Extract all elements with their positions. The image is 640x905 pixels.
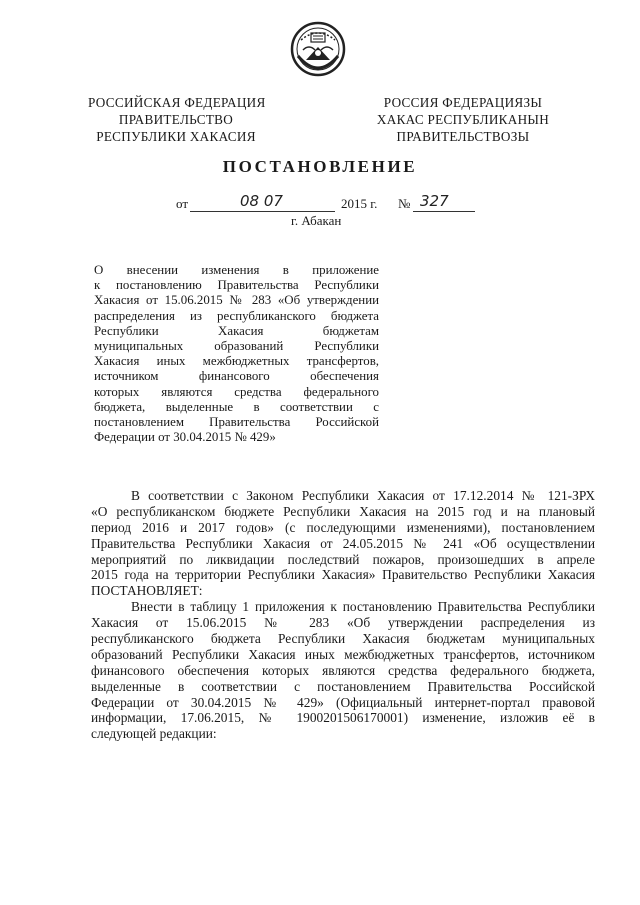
coat-of-arms-emblem: [289, 20, 347, 78]
date-prefix: от: [176, 196, 189, 211]
year-label: 2015 г.: [341, 196, 378, 211]
city-label: г. Абакан: [291, 213, 342, 228]
body-line: мероприятий по ликвидации последствий пожаров, произошедших в апреле: [91, 551, 595, 567]
subject-line: Хакасия от 15.06.2015 № 283 «Об утверждении: [94, 293, 379, 308]
body-line: В соответствии с Законом Республики Хакасия от 17.12.2014 № 121-ЗРХ: [131, 488, 595, 503]
body-line: Федерации от 30.04.2015 № 429» (Официальный интернет-портал правовой: [91, 694, 595, 710]
body-line: финансового обеспечения которых являются средства федерального бюджета,: [91, 662, 595, 678]
subject-line: постановлением Правительства Российской: [94, 414, 379, 429]
body-line: «О республиканском бюджете Республики Хакасия на 2015 год и на плановый: [91, 503, 595, 519]
body-line: следующей редакции:: [91, 726, 217, 742]
body-line: Правительства Республики Хакасия от 24.05.2015 № 241 «Об осуществлении: [91, 535, 595, 551]
header-right-block: [373, 94, 553, 145]
subject-line: источником финансового обеспечения: [94, 369, 379, 384]
subject-line: к постановлению Правительства Республики: [94, 278, 379, 293]
handwritten-number: 327: [420, 192, 449, 210]
subject-line: Федерации от 30.04.2015 № 429»: [94, 430, 276, 445]
body-text: [91, 488, 595, 742]
body-line: Внести в таблицу 1 приложения к постановлению Правительства Республики: [131, 599, 595, 615]
header-left-block: [88, 94, 264, 145]
number-sign: №: [398, 196, 411, 211]
number-underline: [413, 211, 475, 212]
subject-line: распределения из республиканского бюджета: [94, 308, 379, 323]
body-line: 2015 года на территории Республики Хакасия» Правительство Республики Хакасия: [91, 567, 595, 583]
body-line: выделенные в соответствии с постановлением Правительства Российской: [91, 678, 595, 694]
document-title: ПОСТАНОВЛЕНИЕ: [222, 157, 418, 176]
date-number-line: [0, 192, 640, 214]
body-line: образований Республики Хакасия иных межбюджетных трансфертов, источником: [91, 646, 595, 662]
body-line: Хакасия от 15.06.2015 № 283 «Об утверждении распределения из: [91, 615, 595, 631]
subject-line: Хакасия иных межбюджетных трансфертов,: [94, 354, 379, 369]
header-right-line-1: РОССИЯ ФЕДЕРАЦИЯЗЫ: [383, 95, 543, 110]
date-underline: [190, 211, 335, 212]
subject-block: [94, 263, 379, 445]
body-line-resolves: ПОСТАНОВЛЯЕТ:: [91, 583, 203, 599]
body-line: период 2016 и 2017 годов» (с последующими изменениями), постановлением: [91, 519, 595, 535]
body-line: республиканского бюджета Республики Хакасия бюджетам муниципальных: [91, 631, 595, 647]
handwritten-date: 08 07: [240, 192, 283, 210]
subject-line: которых являются средства федерального: [94, 384, 379, 399]
header-left-line-3: РЕСПУБЛИКИ ХАКАСИЯ: [96, 129, 256, 144]
header-left-line-2: ПРАВИТЕЛЬСТВО: [118, 112, 234, 127]
body-line: информации, 17.06.2015, № 1900201506170001) изменение, изложив её в: [91, 710, 595, 726]
header-right-line-2: ХАКАС РЕСПУБЛИКАНЫН: [376, 112, 550, 127]
header-right-line-3: ПРАВИТЕЛЬСТВОЗЫ: [396, 129, 530, 144]
subject-line: муниципальных образований Республики: [94, 338, 379, 353]
subject-line: бюджета, выделенные в соответствии с: [94, 399, 379, 414]
subject-line: Республики Хакасия бюджетам: [94, 323, 379, 338]
header-left-line-1: РОССИЙСКАЯ ФЕДЕРАЦИЯ: [88, 95, 266, 110]
subject-line: О внесении изменения в приложение: [94, 263, 379, 277]
